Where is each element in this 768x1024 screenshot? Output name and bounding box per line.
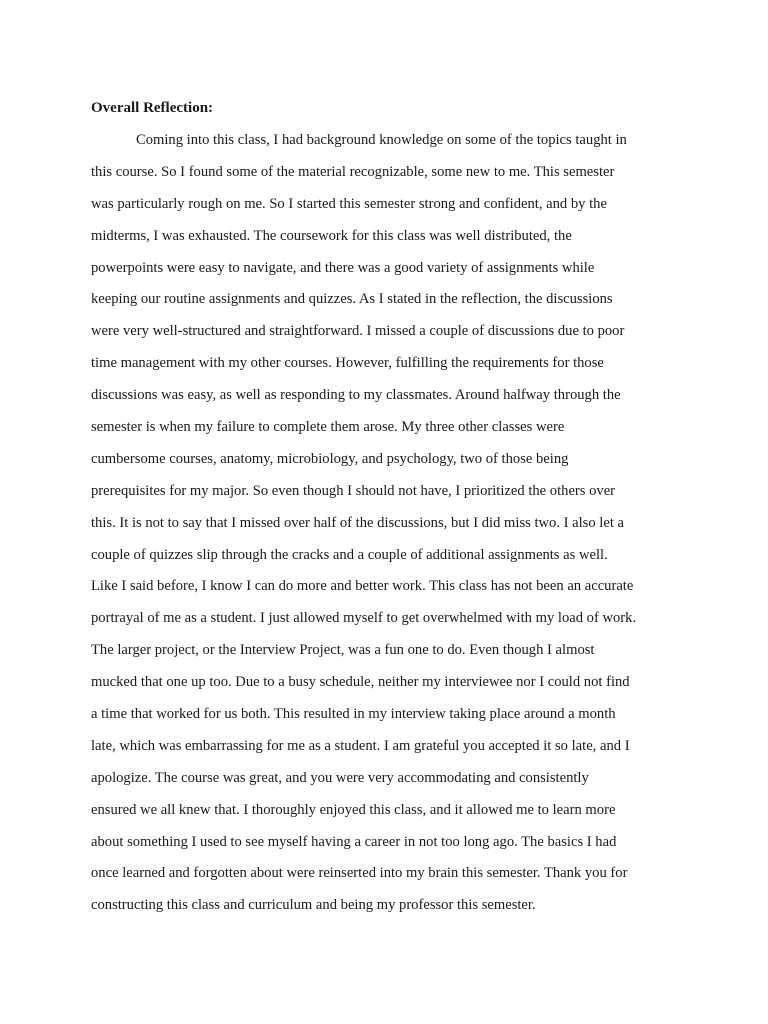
paragraph-line: ensured we all knew that. I thoroughly enjoyed this class, and it allowed me to learn more: [91, 801, 616, 818]
paragraph-line: midterms, I was exhausted. The coursework for this class was well distributed, the: [91, 227, 572, 244]
reflection-paragraph: [91, 130, 691, 927]
paragraph-line: keeping our routine assignments and quizzes. As I stated in the reflection, the discussions: [91, 291, 613, 308]
paragraph-line: cumbersome courses, anatomy, microbiology, and psychology, two of those being: [91, 450, 569, 467]
paragraph-line: this. It is not to say that I missed over half of the discussions, but I did miss two. I also let a: [91, 514, 625, 531]
paragraph-line: discussions was easy, as well as responding to my classmates. Around halfway through the: [91, 387, 621, 404]
paragraph-line: mucked that one up too. Due to a busy schedule, neither my interviewee nor I could not find: [91, 674, 630, 691]
paragraph-line: portrayal of me as a student. I just allowed myself to get overwhelmed with my load of work.: [91, 610, 637, 627]
paragraph-line: were very well-structured and straightforward. I missed a couple of discussions due to poor: [91, 323, 625, 340]
paragraph-line: couple of quizzes slip through the cracks and a couple of additional assignments as well.: [91, 546, 608, 563]
paragraph-line: this course. So I found some of the material recognizable, some new to me. This semester: [91, 163, 615, 180]
paragraph-line: prerequisites for my major. So even though I should not have, I prioritized the others over: [91, 482, 616, 499]
paragraph-line: semester is when my failure to complete them arose. My three other classes were: [91, 419, 565, 436]
paragraph-line: a time that worked for us both. This resulted in my interview taking place around a month: [91, 706, 616, 723]
paragraph-line: constructing this class and curriculum and being my professor this semester.: [91, 897, 536, 914]
paragraph-line: The larger project, or the Interview Project, was a fun one to do. Even though I almost: [91, 642, 595, 659]
paragraph-line: apologize. The course was great, and you were very accommodating and consistently: [91, 769, 589, 786]
paragraph-line: once learned and forgotten about were reinserted into my brain this semester. Thank you for: [91, 865, 628, 882]
paragraph-line: Coming into this class, I had background knowledge on some of the topics taught in: [136, 132, 627, 148]
paragraph-line: powerpoints were easy to navigate, and there was a good variety of assignments while: [91, 259, 595, 276]
paragraph-line: time management with my other courses. However, fulfilling the requirements for those: [91, 355, 604, 372]
paragraph-line: late, which was embarrassing for me as a student. I am grateful you accepted it so late, and I: [91, 737, 630, 754]
paragraph-line: Like I said before, I know I can do more and better work. This class has not been an accurate: [91, 578, 634, 595]
paragraph-line: about something I used to see myself having a career in not too long ago. The basics I had: [91, 833, 617, 850]
paragraph-line: was particularly rough on me. So I started this semester strong and confident, and by the: [91, 195, 607, 212]
page-title: Overall Reflection:: [91, 100, 214, 116]
